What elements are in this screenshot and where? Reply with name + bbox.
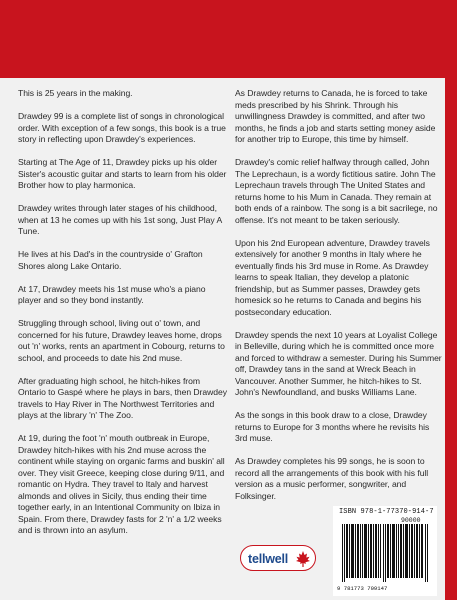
isbn-label: ISBN 978-1-77370-914-7 — [339, 508, 434, 516]
paragraph: He lives at his Dad's in the countryside o' Grafton Shores along Lake Ontario. — [18, 249, 203, 271]
paragraph: Drawdey writes through later stages of his childhood, when at 13 he comes up with his 1st song, Just Play A Tune. — [18, 203, 222, 236]
paragraph: At 17, Drawdey meets his 1st muse who's a piano player and so they bond instantly. — [18, 283, 206, 305]
side-red-band — [445, 78, 457, 600]
paragraph: As Drawdey completes his 99 songs, he is soon to record all the arrangements of this book with his full version as a music performer, songwriter, and Folksinger. — [235, 456, 429, 501]
left-text-column — [18, 88, 228, 548]
paragraph: Drawdey spends the next 10 years at Loyalist College in Belleville, during which he is committed once more and forced to withdraw a semester. During his Summer off, Drawdey tans in the sand at Wreck Beach in Vancouver. Another Summer, he hitch-hikes to St. John's Newfoundland, and busks Williams Lane. — [235, 329, 442, 397]
top-red-band — [0, 0, 457, 78]
paragraph: As the songs in this book draw to a close, Drawdey returns to Europe for 3 months where he revisits his 3rd muse. — [235, 410, 430, 443]
publisher-logo — [240, 541, 320, 581]
publisher-name: tellwell — [248, 552, 289, 566]
paragraph: Drawdey 99 is a complete list of songs in chronological order. With exception of a few songs, this book is a true story in reflecting upon Drawdey's experiences. — [18, 111, 226, 144]
barcode-digits: 9 781773 709147 — [337, 585, 388, 592]
paragraph: Upon his 2nd European adventure, Drawdey travels extensively for another 9 months in Italy where he eventually finds his 3rd muse in Rome. As Drawdey learns to speak Italian, they develop a platonic friendship, but as Summer passes, Drawdey gets homesick so he returns to Canada and begins his postsecondary education. — [235, 237, 430, 317]
logo-badge — [240, 545, 316, 571]
price-code: 90000 — [401, 517, 421, 524]
paragraph: Struggling through school, living out o' town, and concerned for his future, Drawdey leaves home, drops out 'n' works, rents an apartment in Cobourg, returns to school, and proceeds to date his 2nd muse. — [18, 318, 225, 363]
barcode-icon — [341, 524, 429, 582]
paragraph: This is 25 years in the making. — [18, 88, 133, 98]
isbn-barcode-box — [333, 506, 437, 596]
paragraph: As Drawdey returns to Canada, he is forced to take meds prescribed by his Shrink. Through his unwillingness Drawdey is committed, and after two months, he finds a job and starts setting money aside for another trip to Europe, this time by himself. — [235, 88, 436, 144]
paragraph: Starting at The Age of 11, Drawdey picks up his older Sister's acoustic guitar and starts to learn from his older Brother how to play harmonica. — [18, 157, 227, 190]
maple-leaf-icon — [295, 550, 311, 568]
paragraph: At 19, during the foot 'n' mouth outbreak in Europe, Drawdey hitch-hikes with his 2nd muse across the continent while staying on organic farms and buskin' all over. They visit Greece, keeping close during 9/11, and romantic on Hydra. They travel to Italy and harvest almonds and olives in Sicily, thus ending their time together early, in an Intentional Community on Ibiza in Spain. From there, Drawdey fasts for 2 'n' a 1/2 weeks and is thrown into an asylum. — [18, 433, 225, 535]
paragraph: After graduating high school, he hitch-hikes from Ontario to Gaspé where he plays in bars, then Drawdey travels to Hay River in The Northwest Territories and plays at the library 'n' The Zoo. — [18, 375, 227, 420]
right-text-column — [235, 88, 442, 514]
paragraph: Drawdey's comic relief halfway through called, John The Leprechaun, is a wordy fictitious satire. John The Leprechaun travels through The United States and returns home to his Mum in Canada. They remain at both ends of a rainbow. The song is a bit sacrilege, no offense. It's not meant to be taken seriously. — [235, 157, 438, 225]
